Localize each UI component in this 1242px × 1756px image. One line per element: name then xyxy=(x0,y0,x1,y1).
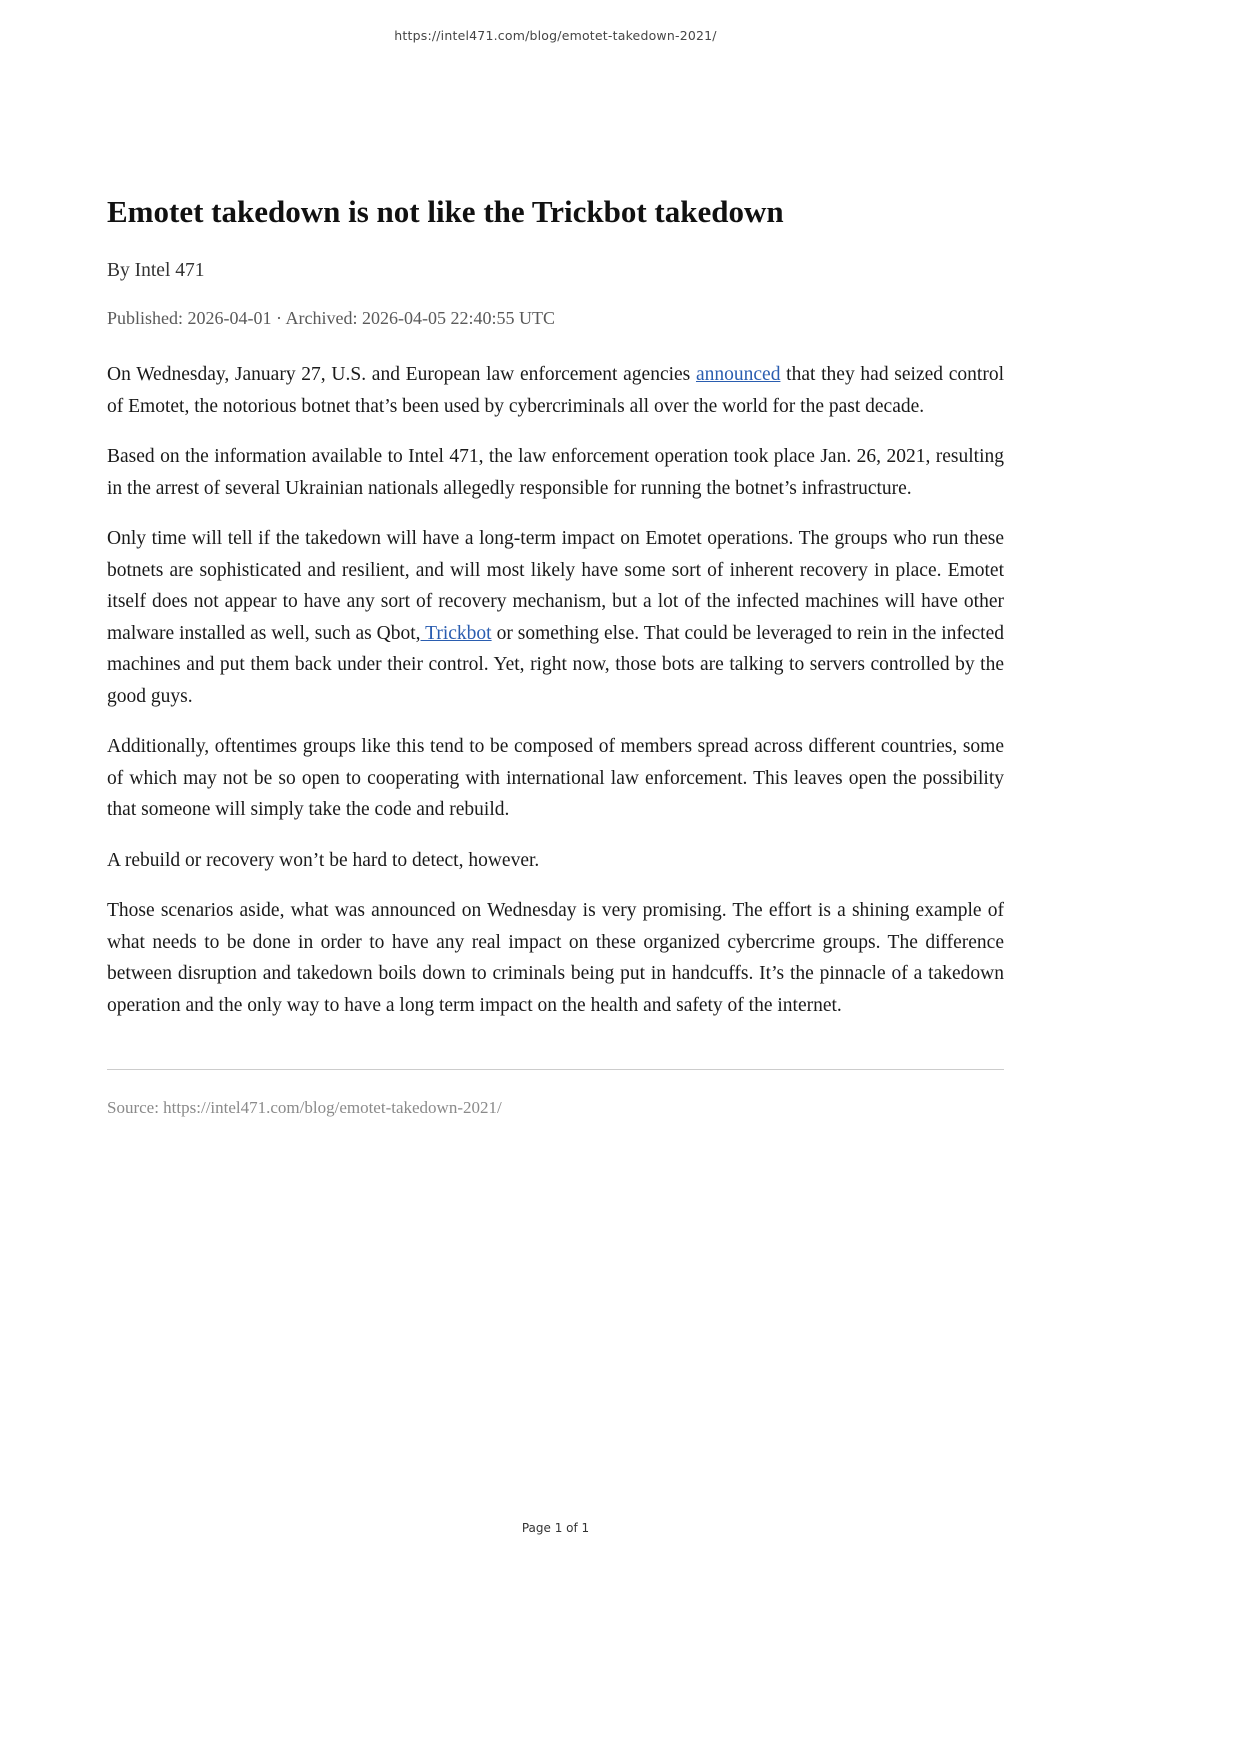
paragraph xyxy=(107,731,1004,826)
byline: By Intel 471 xyxy=(107,260,205,282)
paragraph xyxy=(107,359,1004,422)
divider xyxy=(107,1069,1004,1070)
header-url: https://intel471.com/blog/emotet-takedown-2021/ xyxy=(394,28,717,43)
paragraph xyxy=(107,895,1004,1021)
paragraph-text: that they had seized control of Emotet, the notorious botnet that’s been used by cybercriminals all over the world for the past decade. xyxy=(107,364,1004,417)
inline-link[interactable]: announced xyxy=(695,364,781,386)
paragraph-text: Additionally, oftentimes groups like this tend to be composed of members spread across different countries, some of which may not be so open to cooperating with international law enforcement. This leaves open the possibility that someone will simply take the code and rebuild. xyxy=(107,736,1004,821)
paragraph-text: A rebuild or recovery won’t be hard to detect, however. xyxy=(107,849,540,871)
paragraph-text: Only time will tell if the takedown will have a long-term impact on Emotet operations. The groups who run these botnets are sophisticated and resilient, and will most likely have some sort of inherent recovery in place. Emotet itself does not appear to have any sort of recovery mechanism, but a lot of the infected machines will have other malware installed as well, such as Qbot, xyxy=(107,528,1004,644)
paragraph-text: Based on the information available to Intel 471, the law enforcement operation took place Jan. 26, 2021, resulting in the arrest of several Ukrainian nationals allegedly responsible for running the botnet’s infrastructure. xyxy=(107,446,1004,499)
paragraph xyxy=(107,523,1004,712)
source-line: Source: https://intel471.com/blog/emotet-takedown-2021/ xyxy=(107,1098,502,1118)
inline-link[interactable]: Trickbot xyxy=(420,622,492,644)
paragraph xyxy=(107,845,1004,877)
paragraph-text: On Wednesday, January 27, U.S. and European law enforcement agencies xyxy=(107,364,696,386)
published-archived-meta: Published: 2026-04-01 · Archived: 2026-04-05 22:40:55 UTC xyxy=(107,308,555,329)
article-body xyxy=(107,359,1004,1021)
article-content xyxy=(107,193,1004,1118)
paragraph xyxy=(107,441,1004,504)
paragraph-text: or something else. That could be leveraged to rein in the infected machines and put them back under their control. Yet, right now, those bots are talking to servers controlled by the good guys. xyxy=(107,622,1005,707)
paragraph-text: Those scenarios aside, what was announced on Wednesday is very promising. The effort is a shining example of what needs to be done in order to have any real impact on these organized cybercrime groups. The difference between disruption and takedown boils down to criminals being put in handcuffs. It’s the pinnacle of a takedown operation and the only way to have a long term impact on the health and safety of the internet. xyxy=(107,900,1004,1016)
page-title: Emotet takedown is not like the Trickbot takedown xyxy=(107,194,784,229)
page-number: Page 1 of 1 xyxy=(521,1521,590,1535)
